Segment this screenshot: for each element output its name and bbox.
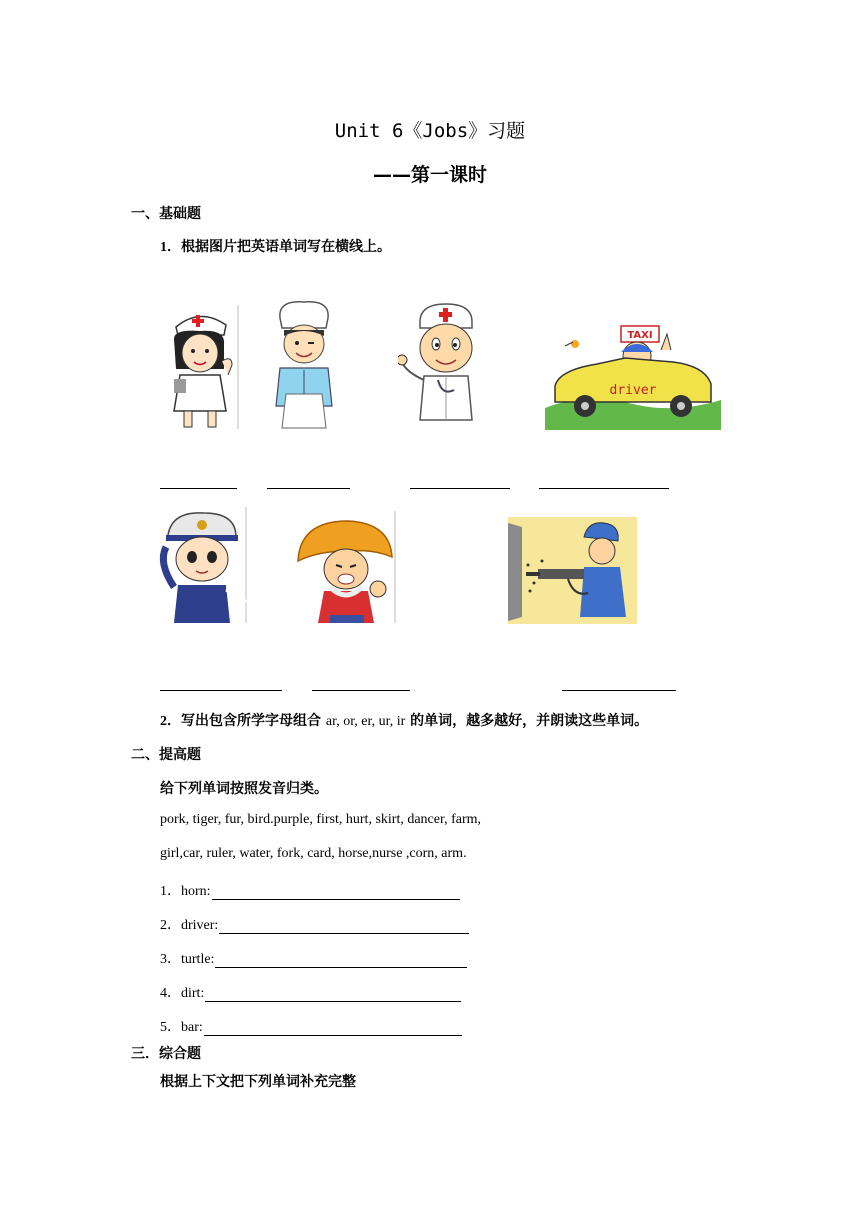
page-subtitle: ——第一课时 (372, 164, 487, 186)
taxi-sign-text: TAXI (627, 330, 653, 341)
sort-item-3-number: 3． (160, 952, 181, 967)
answer-line-7[interactable] (562, 690, 676, 691)
sort-item-2-label: driver: (181, 918, 219, 933)
sort-item-1-number: 1． (160, 884, 181, 899)
taxi-driver-picture (545, 322, 721, 430)
section-3-instruction: 根据上下文把下列单词补充完整 (160, 1074, 356, 1090)
sort-item-4-number: 4． (160, 986, 181, 1001)
answer-line-3[interactable] (410, 488, 510, 489)
question-2-text-b: 的单词，越多越好，并朗读这些单词。 (410, 713, 649, 729)
word-list-line-2: girl,car, ruler, water, fork, card, horse,nurse ,corn, arm. (160, 846, 467, 861)
sort-item-1 (160, 880, 460, 900)
sort-item-2 (160, 914, 469, 934)
sort-item-5-label: bar: (181, 1020, 203, 1035)
section-3-heading: 三．综合题 (131, 1046, 201, 1062)
word-list-line-1: pork, tiger, fur, bird.purple, first, hurt, skirt, dancer, farm, (160, 812, 482, 827)
cook-picture (268, 298, 340, 430)
sort-item-4-blank[interactable] (205, 989, 461, 1002)
page-title: Unit 6《Jobs》习题 (334, 120, 526, 142)
answer-line-2[interactable] (267, 488, 350, 489)
sort-item-2-blank[interactable] (219, 921, 469, 934)
sort-item-5-number: 5． (160, 1020, 181, 1035)
sort-item-5 (160, 1016, 462, 1036)
construction-worker-picture (508, 517, 637, 624)
answer-line-5[interactable] (160, 690, 282, 691)
sort-item-3 (160, 948, 467, 968)
question-2 (160, 710, 648, 730)
sort-item-1-label: horn: (181, 884, 211, 899)
sort-item-3-label: turtle: (181, 952, 215, 967)
car-label: driver (609, 383, 657, 398)
answer-line-1[interactable] (160, 488, 237, 489)
answer-line-4[interactable] (539, 488, 669, 489)
nurse-picture (166, 305, 242, 429)
section-2-instruction: 给下列单词按照发音归类。 (160, 781, 328, 797)
answer-line-6[interactable] (312, 690, 410, 691)
section-1-heading: 一、基础题 (131, 206, 201, 222)
question-2-letters: ar, or, er, ur, ir (325, 714, 406, 729)
question-1 (160, 236, 391, 256)
policewoman-picture (152, 507, 248, 623)
sort-item-2-number: 2． (160, 918, 181, 933)
question-2-text-a: 写出包含所学字母组合 (181, 713, 321, 729)
question-2-number: 2． (160, 714, 181, 729)
sort-item-3-blank[interactable] (215, 955, 467, 968)
farmer-picture (294, 511, 396, 623)
question-1-number: 1． (160, 240, 181, 255)
sort-item-5-blank[interactable] (204, 1023, 462, 1036)
sort-item-4 (160, 982, 461, 1002)
question-1-text: 根据图片把英语单词写在横线上。 (181, 239, 391, 255)
section-2-heading: 二、提高题 (131, 747, 201, 763)
sort-item-1-blank[interactable] (212, 887, 460, 900)
doctor-picture (398, 300, 484, 428)
sort-item-4-label: dirt: (181, 986, 205, 1001)
